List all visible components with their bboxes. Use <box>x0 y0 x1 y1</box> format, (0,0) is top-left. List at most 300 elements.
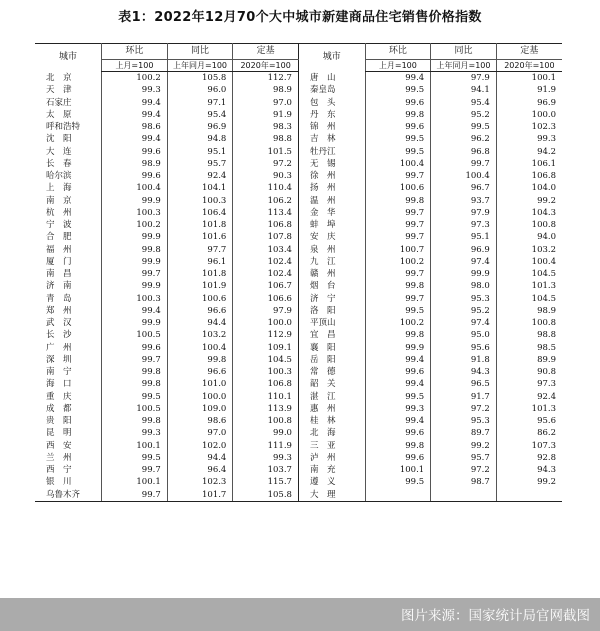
mom-cell-left: 99.9 <box>102 195 168 207</box>
city-cell-right: 韶 关 <box>298 378 365 390</box>
mom-cell-right: 99.4 <box>365 378 431 390</box>
fixed-cell-right: 98.5 <box>496 342 562 354</box>
table-row <box>35 489 562 502</box>
fixed-cell-left: 111.9 <box>233 440 299 452</box>
table-row <box>35 256 562 268</box>
city-cell-right: 南 充 <box>298 464 365 476</box>
yoy-cell-left: 94.8 <box>167 133 233 145</box>
city-cell-right: 安 庆 <box>298 231 365 243</box>
mom-cell-left: 99.4 <box>102 109 168 121</box>
yoy-cell-right: 91.7 <box>431 391 497 403</box>
yoy-cell-left: 101.8 <box>167 219 233 231</box>
mom-cell-left: 100.5 <box>102 403 168 415</box>
yoy-header-left: 同比 <box>167 44 233 60</box>
city-cell-left: 成 都 <box>46 403 72 414</box>
mom-cell-right: 99.4 <box>365 72 431 85</box>
table-row <box>35 293 562 305</box>
fixed-cell-left: 98.8 <box>233 133 299 145</box>
city-cell-right: 岳 阳 <box>298 354 365 366</box>
fixed-cell-left: 90.3 <box>233 170 299 182</box>
fixed-cell-left: 103.4 <box>233 244 299 256</box>
city-cell-right: 烟 台 <box>298 280 365 292</box>
fixed-cell-left: 112.7 <box>233 72 299 85</box>
yoy-header-right: 同比 <box>431 44 497 60</box>
city-cell-left: 西 宁 <box>46 465 72 475</box>
table-row <box>35 84 562 96</box>
yoy-cell-right: 98.7 <box>431 476 497 488</box>
fixed-cell-left: 99.3 <box>233 452 299 464</box>
mom-cell-right: 99.7 <box>365 268 431 280</box>
yoy-cell-left: 98.6 <box>167 415 233 427</box>
city-cell-left: 呼和浩特 <box>46 122 81 132</box>
fixed-cell-left: 109.1 <box>233 342 299 354</box>
mom-cell-left: 99.5 <box>102 391 168 403</box>
city-cell-left: 天 津 <box>46 85 72 96</box>
fixed-cell-right: 106.8 <box>496 170 562 182</box>
city-cell-left: 深 圳 <box>46 354 72 365</box>
yoy-cell-left: 97.7 <box>167 244 233 256</box>
mom-cell-left: 99.6 <box>102 342 168 354</box>
city-cell-right: 常 德 <box>298 366 365 378</box>
city-cell-left: 沈 阳 <box>46 134 72 145</box>
mom-cell-right: 99.7 <box>365 293 431 305</box>
mom-cell-right: 99.4 <box>365 415 431 427</box>
yoy-cell-left: 100.0 <box>167 391 233 403</box>
yoy-cell-right: 100.4 <box>431 170 497 182</box>
fixed-cell-right: 90.8 <box>496 366 562 378</box>
city-cell-right: 温 州 <box>298 195 365 207</box>
table-row <box>35 440 562 452</box>
mom-cell-left: 99.9 <box>102 317 168 329</box>
table-row <box>35 427 562 439</box>
mom-cell-left: 98.6 <box>102 121 168 133</box>
yoy-cell-left: 101.0 <box>167 378 233 390</box>
mom-cell-left: 99.4 <box>102 305 168 317</box>
yoy-cell-left: 104.1 <box>167 182 233 194</box>
city-header-right: 城市 <box>298 44 365 72</box>
city-cell-left: 北 京 <box>46 72 72 83</box>
yoy-cell-left: 97.0 <box>167 427 233 439</box>
mom-cell-right: 99.7 <box>365 231 431 243</box>
yoy-cell-right: 91.8 <box>431 354 497 366</box>
mom-cell-left: 99.9 <box>102 280 168 292</box>
mom-cell-right: 99.4 <box>365 354 431 366</box>
fixed-cell-left: 110.4 <box>233 182 299 194</box>
watermark-text: 图片来源：国家统计局官网截图 <box>401 608 590 624</box>
fixed-cell-left: 98.9 <box>233 84 299 96</box>
city-cell-left: 长 沙 <box>46 330 72 341</box>
fixed-cell-right <box>496 489 562 502</box>
yoy-cell-left: 101.7 <box>167 489 233 502</box>
fixed-cell-left: 110.1 <box>233 391 299 403</box>
fixed-cell-right: 106.1 <box>496 158 562 170</box>
fixed-cell-right: 99.2 <box>496 476 562 488</box>
yoy-cell-left: 96.0 <box>167 84 233 96</box>
fixed-cell-left: 106.7 <box>233 280 299 292</box>
yoy-cell-right: 95.3 <box>431 415 497 427</box>
mom-cell-left: 99.8 <box>102 244 168 256</box>
table-row <box>35 121 562 133</box>
mom-cell-right: 99.6 <box>365 452 431 464</box>
mom-cell-left: 100.3 <box>102 207 168 219</box>
fixed-cell-right: 94.2 <box>496 146 562 158</box>
city-cell-left: 长 春 <box>46 158 72 169</box>
yoy-cell-right: 97.3 <box>431 219 497 231</box>
table-row <box>35 72 562 85</box>
table-row <box>35 305 562 317</box>
city-cell-left: 南 宁 <box>46 367 72 377</box>
city-cell-left: 厦 门 <box>46 256 72 267</box>
mom-cell-right: 99.8 <box>365 280 431 292</box>
yoy-cell-right: 99.9 <box>431 268 497 280</box>
city-cell-left: 郑 州 <box>46 305 72 316</box>
mom-cell-right: 99.5 <box>365 146 431 158</box>
yoy-cell-right: 99.2 <box>431 440 497 452</box>
mom-cell-left: 99.4 <box>102 97 168 109</box>
fixed-cell-right: 95.6 <box>496 415 562 427</box>
city-cell-left: 重 庆 <box>46 391 72 402</box>
mom-cell-left: 99.9 <box>102 256 168 268</box>
city-cell-right: 赣 州 <box>298 268 365 280</box>
fixed-cell-right: 97.3 <box>496 378 562 390</box>
fixed-cell-left: 104.5 <box>233 354 299 366</box>
table-row <box>35 464 562 476</box>
table-row <box>35 403 562 415</box>
table-row <box>35 244 562 256</box>
fixed-cell-right: 102.3 <box>496 121 562 133</box>
yoy-cell-left: 96.9 <box>167 121 233 133</box>
mom-cell-left: 99.4 <box>102 133 168 145</box>
mom-cell-right: 99.7 <box>365 219 431 231</box>
fixed-cell-left: 97.2 <box>233 158 299 170</box>
mom-cell-right <box>365 489 431 502</box>
mom-cell-right: 99.5 <box>365 391 431 403</box>
fixed-cell-left: 97.0 <box>233 97 299 109</box>
table-row <box>35 195 562 207</box>
fixed-cell-right: 92.8 <box>496 452 562 464</box>
city-cell-left: 青 岛 <box>46 293 72 304</box>
yoy-cell-left: 106.4 <box>167 207 233 219</box>
table-row <box>35 329 562 341</box>
yoy-cell-right: 96.5 <box>431 378 497 390</box>
fixed-cell-right: 104.0 <box>496 182 562 194</box>
table-header <box>35 44 562 72</box>
city-cell-left: 杭 州 <box>46 207 72 218</box>
yoy-cell-right: 95.2 <box>431 305 497 317</box>
yoy-cell-right <box>431 489 497 502</box>
mom-cell-right: 100.2 <box>365 256 431 268</box>
table-row <box>35 354 562 366</box>
yoy-cell-left: 100.4 <box>167 342 233 354</box>
yoy-cell-right: 96.8 <box>431 146 497 158</box>
yoy-cell-left: 102.3 <box>167 476 233 488</box>
mom-sub-left: 上月=100 <box>102 60 168 72</box>
mom-header-left: 环比 <box>102 44 168 60</box>
yoy-cell-left: 105.8 <box>167 72 233 85</box>
city-cell-left: 海 口 <box>46 379 72 390</box>
mom-cell-left: 99.8 <box>102 415 168 427</box>
fixed-cell-right: 103.2 <box>496 244 562 256</box>
city-cell-right: 无 锡 <box>298 158 365 170</box>
city-cell-right: 牡丹江 <box>298 146 365 158</box>
city-cell-right: 扬 州 <box>298 182 365 194</box>
fixed-cell-left: 106.6 <box>233 293 299 305</box>
yoy-cell-right: 97.9 <box>431 72 497 85</box>
yoy-cell-right: 96.9 <box>431 244 497 256</box>
table-row <box>35 219 562 231</box>
city-cell-right: 北 海 <box>298 427 365 439</box>
city-cell-left: 南 京 <box>46 195 72 206</box>
fixed-cell-left: 100.3 <box>233 366 299 378</box>
mom-cell-left: 100.2 <box>102 72 168 85</box>
fixed-cell-right: 107.3 <box>496 440 562 452</box>
yoy-cell-left: 95.4 <box>167 109 233 121</box>
mom-cell-right: 100.4 <box>365 158 431 170</box>
city-cell-right: 丹 东 <box>298 109 365 121</box>
city-cell-left: 贵 阳 <box>46 416 72 426</box>
city-cell-right: 徐 州 <box>298 170 365 182</box>
table-row <box>35 207 562 219</box>
fixed-cell-left: 112.9 <box>233 329 299 341</box>
table-row <box>35 268 562 280</box>
mom-cell-left: 98.9 <box>102 158 168 170</box>
fixed-cell-left: 105.8 <box>233 489 299 502</box>
yoy-cell-right: 95.2 <box>431 109 497 121</box>
city-cell-right: 襄 阳 <box>298 342 365 354</box>
mom-cell-right: 100.2 <box>365 317 431 329</box>
fixed-cell-right: 104.5 <box>496 268 562 280</box>
city-cell-right: 秦皇岛 <box>298 84 365 96</box>
yoy-cell-right: 94.1 <box>431 84 497 96</box>
mom-cell-right: 99.6 <box>365 97 431 109</box>
city-cell-right: 蚌 埠 <box>298 219 365 231</box>
yoy-cell-right: 95.4 <box>431 97 497 109</box>
mom-cell-right: 99.7 <box>365 207 431 219</box>
yoy-cell-left: 96.6 <box>167 366 233 378</box>
fixed-cell-right: 100.8 <box>496 317 562 329</box>
city-cell-right: 宜 昌 <box>298 329 365 341</box>
city-cell-left: 南 昌 <box>46 269 72 279</box>
yoy-cell-right: 96.2 <box>431 133 497 145</box>
yoy-cell-left: 94.4 <box>167 452 233 464</box>
yoy-cell-right: 98.0 <box>431 280 497 292</box>
yoy-cell-right: 96.7 <box>431 182 497 194</box>
fixed-cell-left: 91.9 <box>233 109 299 121</box>
city-cell-left: 石家庄 <box>46 97 72 108</box>
fixed-header-left: 定基 <box>233 44 299 60</box>
city-cell-right: 吉 林 <box>298 133 365 145</box>
fixed-cell-left: 106.2 <box>233 195 299 207</box>
city-cell-left: 银 川 <box>46 477 72 488</box>
table-body <box>35 72 562 502</box>
yoy-cell-left: 100.3 <box>167 195 233 207</box>
table-row <box>35 317 562 329</box>
mom-cell-left: 100.3 <box>102 293 168 305</box>
yoy-sub-left: 上年同月=100 <box>167 60 233 72</box>
fixed-sub-right: 2020年=100 <box>496 60 562 72</box>
yoy-cell-right: 94.3 <box>431 366 497 378</box>
mom-cell-right: 100.6 <box>365 182 431 194</box>
fixed-cell-right: 98.9 <box>496 305 562 317</box>
city-cell-right: 金 华 <box>298 207 365 219</box>
fixed-header-right: 定基 <box>496 44 562 60</box>
yoy-cell-left: 92.4 <box>167 170 233 182</box>
mom-cell-right: 99.6 <box>365 366 431 378</box>
city-cell-right: 唐 山 <box>298 72 365 85</box>
mom-cell-right: 99.8 <box>365 195 431 207</box>
fixed-cell-left: 100.8 <box>233 415 299 427</box>
yoy-cell-left: 96.6 <box>167 305 233 317</box>
mom-sub-right: 上月=100 <box>365 60 431 72</box>
fixed-cell-left: 97.9 <box>233 305 299 317</box>
mom-cell-left: 100.4 <box>102 182 168 194</box>
fixed-cell-right: 104.3 <box>496 207 562 219</box>
fixed-cell-right: 86.2 <box>496 427 562 439</box>
city-cell-right: 桂 林 <box>298 415 365 427</box>
table-row <box>35 366 562 378</box>
yoy-cell-left: 101.6 <box>167 231 233 243</box>
city-cell-right: 泉 州 <box>298 244 365 256</box>
yoy-cell-right: 97.9 <box>431 207 497 219</box>
yoy-cell-right: 97.2 <box>431 464 497 476</box>
fixed-cell-right: 100.1 <box>496 72 562 85</box>
mom-cell-left: 99.3 <box>102 84 168 96</box>
fixed-cell-right: 99.2 <box>496 195 562 207</box>
yoy-cell-right: 97.2 <box>431 403 497 415</box>
table-title: 表1：2022年12月70个大中城市新建商品住宅销售价格指数 <box>118 10 482 25</box>
mom-cell-left: 100.1 <box>102 476 168 488</box>
yoy-cell-right: 95.7 <box>431 452 497 464</box>
yoy-sub-right: 上年同月=100 <box>431 60 497 72</box>
mom-cell-right: 100.7 <box>365 244 431 256</box>
yoy-cell-left: 97.1 <box>167 97 233 109</box>
city-header-left: 城市 <box>59 52 78 63</box>
yoy-cell-left: 100.6 <box>167 293 233 305</box>
fixed-cell-left: 98.3 <box>233 121 299 133</box>
mom-cell-right: 100.1 <box>365 464 431 476</box>
mom-cell-right: 99.6 <box>365 427 431 439</box>
table-row <box>35 415 562 427</box>
fixed-cell-left: 106.8 <box>233 378 299 390</box>
mom-cell-right: 99.5 <box>365 84 431 96</box>
mom-cell-right: 99.8 <box>365 109 431 121</box>
yoy-cell-right: 95.3 <box>431 293 497 305</box>
fixed-cell-right: 99.3 <box>496 133 562 145</box>
city-cell-right: 包 头 <box>298 97 365 109</box>
table-row <box>35 158 562 170</box>
mom-cell-left: 99.7 <box>102 268 168 280</box>
fixed-cell-left: 106.8 <box>233 219 299 231</box>
city-cell-left: 太 原 <box>46 109 72 120</box>
fixed-cell-left: 107.8 <box>233 231 299 243</box>
mom-cell-left: 100.2 <box>102 219 168 231</box>
table-row <box>35 133 562 145</box>
mom-cell-left: 99.8 <box>102 366 168 378</box>
yoy-cell-right: 95.0 <box>431 329 497 341</box>
fixed-cell-left: 102.4 <box>233 256 299 268</box>
city-cell-left: 兰 州 <box>46 452 72 463</box>
yoy-cell-right: 97.4 <box>431 256 497 268</box>
city-cell-left: 宁 波 <box>46 220 72 230</box>
mom-cell-right: 99.5 <box>365 476 431 488</box>
yoy-cell-left: 96.1 <box>167 256 233 268</box>
mom-cell-left: 100.5 <box>102 329 168 341</box>
fixed-cell-right: 100.8 <box>496 219 562 231</box>
mom-cell-right: 99.8 <box>365 329 431 341</box>
city-cell-left: 武 汉 <box>46 318 72 328</box>
fixed-cell-right: 100.0 <box>496 109 562 121</box>
fixed-cell-left: 103.7 <box>233 464 299 476</box>
table-row <box>35 182 562 194</box>
city-cell-right: 泸 州 <box>298 452 365 464</box>
fixed-cell-right: 89.9 <box>496 354 562 366</box>
yoy-cell-left: 99.8 <box>167 354 233 366</box>
mom-cell-right: 99.5 <box>365 305 431 317</box>
fixed-cell-right: 100.4 <box>496 256 562 268</box>
fixed-cell-left: 101.5 <box>233 146 299 158</box>
mom-cell-right: 99.6 <box>365 121 431 133</box>
mom-cell-left: 99.7 <box>102 464 168 476</box>
yoy-cell-left: 101.9 <box>167 280 233 292</box>
yoy-cell-left: 94.4 <box>167 317 233 329</box>
table-row <box>35 280 562 292</box>
yoy-cell-left: 95.1 <box>167 146 233 158</box>
yoy-cell-right: 95.6 <box>431 342 497 354</box>
city-cell-right: 三 亚 <box>298 440 365 452</box>
table-row <box>35 97 562 109</box>
city-cell-left: 哈尔滨 <box>46 171 72 181</box>
fixed-cell-left: 102.4 <box>233 268 299 280</box>
city-cell-left: 合 肥 <box>46 232 72 243</box>
yoy-cell-right: 97.4 <box>431 317 497 329</box>
city-cell-right: 湛 江 <box>298 391 365 403</box>
mom-cell-left: 99.3 <box>102 427 168 439</box>
yoy-cell-left: 102.0 <box>167 440 233 452</box>
fixed-cell-right: 92.4 <box>496 391 562 403</box>
mom-cell-left: 99.7 <box>102 354 168 366</box>
yoy-cell-left: 103.2 <box>167 329 233 341</box>
mom-cell-right: 99.8 <box>365 440 431 452</box>
fixed-cell-right: 94.3 <box>496 464 562 476</box>
yoy-cell-right: 93.7 <box>431 195 497 207</box>
yoy-cell-right: 99.5 <box>431 121 497 133</box>
city-cell-left: 大 连 <box>46 146 72 157</box>
watermark-banner <box>0 598 600 631</box>
table-row <box>35 476 562 488</box>
city-cell-left: 西 安 <box>46 440 72 451</box>
fixed-cell-right: 91.9 <box>496 84 562 96</box>
fixed-cell-right: 101.3 <box>496 403 562 415</box>
table-row <box>35 342 562 354</box>
yoy-cell-right: 89.7 <box>431 427 497 439</box>
city-cell-right: 惠 州 <box>298 403 365 415</box>
fixed-cell-right: 101.3 <box>496 280 562 292</box>
city-cell-right: 九 江 <box>298 256 365 268</box>
price-index-table <box>35 43 562 502</box>
table-row <box>35 146 562 158</box>
city-cell-right: 锦 州 <box>298 121 365 133</box>
city-cell-left: 济 南 <box>46 281 72 292</box>
mom-cell-left: 99.6 <box>102 146 168 158</box>
city-cell-right: 大 理 <box>298 489 365 502</box>
fixed-cell-right: 96.9 <box>496 97 562 109</box>
fixed-cell-left: 115.7 <box>233 476 299 488</box>
mom-cell-left: 99.7 <box>102 489 168 502</box>
yoy-cell-right: 99.7 <box>431 158 497 170</box>
table-row <box>35 231 562 243</box>
mom-cell-right: 99.3 <box>365 403 431 415</box>
fixed-sub-left: 2020年=100 <box>233 60 299 72</box>
